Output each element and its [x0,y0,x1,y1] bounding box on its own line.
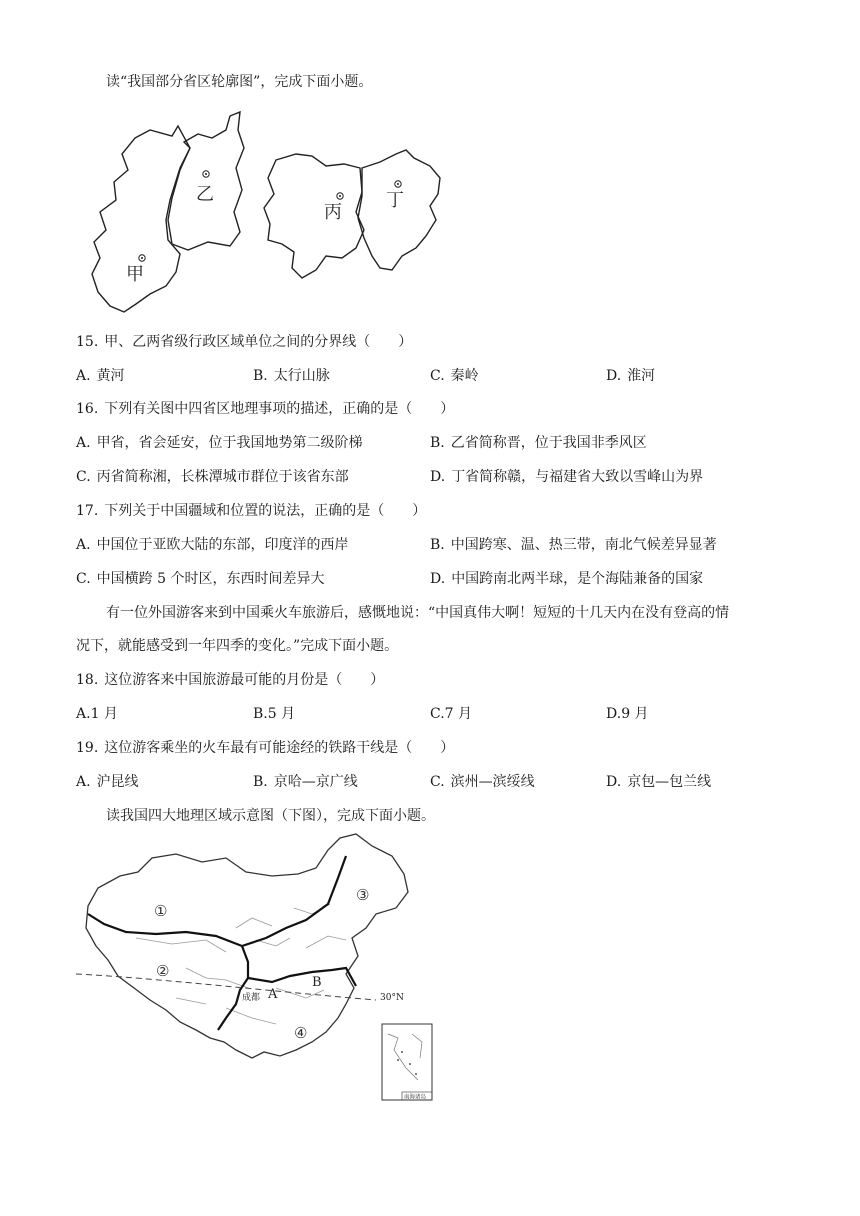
q16-option-c[interactable]: C. 丙省简称湘，长株潭城市群位于该省东部 [76,469,349,485]
china-regions-map [76,828,446,1108]
region-label-2: ② [156,962,170,980]
city-label-chengdu: 成都 [242,993,261,1003]
province-label-ding: 丁 [386,190,404,211]
q17-option-c[interactable]: C. 中国横跨 5 个时区，东西时间差异大 [76,571,325,587]
point-a-label: A [268,987,278,1002]
question-16: 16. 下列有关图中四省区地理事项的描述，正确的是（ ） [76,401,455,417]
intro-text-1: 读“我国部分省区轮廓图”，完成下面小题。 [106,74,373,90]
region-boundary-qinghai-tibet [218,946,248,1030]
question-18: 18. 这位游客来中国旅游最可能的月份是（ ） [76,672,385,688]
intro-text-3: 读我国四大地理区域示意图（下图），完成下面小题。 [106,808,435,824]
question-15: 15. 甲、乙两省级行政区域单位之间的分界线（ ） [76,334,413,350]
q17-option-b[interactable]: B. 中国跨寒、温、热三带，南北气候差异显著 [430,537,717,553]
intro-text-2-line1: 有一位外国游客来到中国乘火车旅游后，感慨地说：“中国真伟大啊！短短的十几天内在没有登高的情 [106,605,730,621]
province-label-yi: 乙 [196,184,214,205]
province-yi-outline [168,112,244,250]
q17-option-d[interactable]: D. 中国跨南北两半球，是个海陆兼备的国家 [430,571,704,587]
intro-text-2-line2: 况下，就能感受到一年四季的变化。”完成下面小题。 [76,638,399,654]
q16-option-b[interactable]: B. 乙省简称晋，位于我国非季风区 [430,435,647,451]
region-label-4: ④ [294,1024,308,1042]
province-label-jia: 甲 [126,264,144,285]
q16-option-d[interactable]: D. 丁省简称赣，与福建省大致以雪峰山为界 [430,469,704,485]
region-label-1: ① [154,902,168,920]
q15-option-d[interactable]: D. 淮河 [606,368,656,384]
inset-label: 南海诸岛 [404,1094,427,1101]
south-china-sea-inset [382,1024,432,1100]
question-19: 19. 这位游客乘坐的火车最有可能途经的铁路干线是（ ） [76,740,455,756]
q19-option-c[interactable]: C. 滨州—滨绥线 [430,774,535,790]
q17-option-a[interactable]: A. 中国位于亚欧大陆的东部，印度洋的西岸 [76,537,349,553]
q15-option-b[interactable]: B. 太行山脉 [253,368,330,384]
q15-option-c[interactable]: C. 秦岭 [430,368,479,384]
q18-option-d[interactable]: D.9 月 [606,706,649,722]
province-label-bing: 丙 [324,202,342,223]
province-outline-map [80,108,450,318]
china-outline [86,834,408,1058]
region-boundary-qinling-huaihe [248,968,356,986]
question-17: 17. 下列关于中国疆域和位置的说法，正确的是（ ） [76,503,427,519]
q15-option-a[interactable]: A. 黄河 [76,368,125,384]
region-boundary-north-northwest [88,856,346,946]
q16-option-a[interactable]: A. 甲省，省会延安，位于我国地势第二级阶梯 [76,435,363,451]
q18-option-a[interactable]: A.1 月 [76,706,118,722]
q19-option-b[interactable]: B. 京哈—京广线 [253,774,358,790]
q18-option-b[interactable]: B.5 月 [253,706,296,722]
q18-option-c[interactable]: C.7 月 [430,706,473,722]
latitude-label: 30°N [380,993,404,1003]
province-bing-outline [264,154,364,278]
point-b-label: B [312,975,322,990]
q19-option-a[interactable]: A. 沪昆线 [76,774,139,790]
q19-option-d[interactable]: D. 京包—包兰线 [606,774,712,790]
region-label-3: ③ [356,886,370,904]
